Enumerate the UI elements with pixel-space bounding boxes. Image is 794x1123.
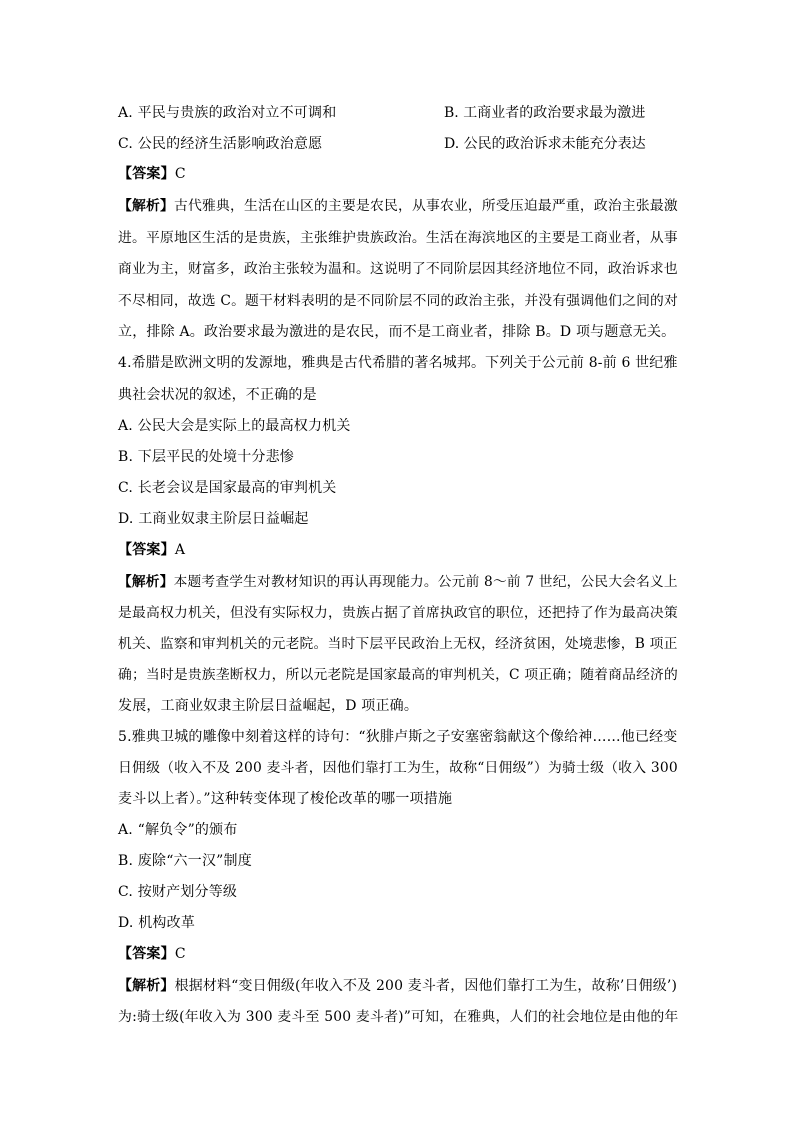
q4-option-c: C. 长老会议是国家最高的审判机关 <box>118 480 337 496</box>
answer-label: 【答案】 <box>118 166 175 182</box>
answer-value: A <box>174 542 186 558</box>
q5-option-c: C. 按财产划分等级 <box>118 884 238 900</box>
q5-answer <box>118 944 678 964</box>
answer-label: 【答案】 <box>118 946 175 962</box>
q5-option-a: A. “解负令”的颁布 <box>118 822 238 838</box>
q4-stem-line: 典社会状况的叙述，不正确的是 <box>118 387 317 403</box>
q4-answer <box>118 540 678 560</box>
q5-stem-line: 5.雅典卫城的雕像中刻着这样的诗句：“狄腓卢斯之子安塞密翁献这个像给神……他已经变 <box>118 729 678 745</box>
analysis-label: 【解析】 <box>118 978 175 994</box>
q3-option-d: D. 公民的政治诉求未能充分表达 <box>444 136 646 152</box>
q3-option-b: B. 工商业者的政治要求最为激进 <box>444 105 646 121</box>
q5-option-d: D. 机构改革 <box>118 915 196 931</box>
q5-stem-line: 日佣级（收入不及 200 麦斗者，因他们靠打工为生，故称“日佣级”）为骑士级（收入 300 <box>118 760 678 776</box>
q5-analysis-line <box>118 976 678 996</box>
q5-stem-line: 麦斗以上者）。”这种转变体现了梭伦改革的哪一项措施 <box>118 791 453 807</box>
q4-option-b: B. 下层平民的处境十分悲惨 <box>118 449 294 465</box>
analysis-label: 【解析】 <box>118 198 174 214</box>
q3-analysis-line: 商业为主，财富多，政治主张较为温和。这说明了不同阶层因其经济地位不同，政治诉求也 <box>118 261 678 277</box>
q3-analysis-line: 不尽相同，故选 C。题干材料表明的是不同阶层不同的政治主张，并没有强调他们之间的对 <box>118 293 678 309</box>
answer-value: C <box>174 946 186 962</box>
answer-value: C <box>174 166 186 182</box>
q5-analysis-line: 为:骑士级(年收入为 300 麦斗至 500 麦斗者)”可知，在雅典，人们的社会地位是由他的年 <box>118 1009 679 1025</box>
q5-option-b: B. 废除“六一汉”制度 <box>118 853 252 869</box>
q4-analysis-line: 确；当时是贵族垄断权力，所以元老院是国家最高的审判机关，C 项正确；随着商品经济的 <box>118 667 678 683</box>
q4-analysis-line <box>118 572 678 592</box>
q4-option-d: D. 工商业奴隶主阶层日益崛起 <box>118 511 309 527</box>
q4-option-a: A. 公民大会是实际上的最高权力机关 <box>118 418 351 434</box>
q4-analysis-line: 是最高权力机关，但没有实际权力，贵族占据了首席执政官的职位，还把持了作为最高决策 <box>118 605 678 621</box>
analysis-text: 古代雅典，生活在山区的主要是农民，从事农业，所受压迫最严重，政治主张最激 <box>174 198 678 214</box>
analysis-label: 【解析】 <box>118 574 174 590</box>
q3-answer <box>118 164 678 184</box>
analysis-text: 根据材料“变日佣级(年收入不及 200 麦斗者，因他们靠打工为生，故称’日佣级’) <box>174 978 678 994</box>
analysis-text: 本题考查学生对教材知识的再认再现能力。公元前 8～前 7 世纪，公民大会名义上 <box>173 574 678 590</box>
q3-analysis-line: 进。平原地区生活的是贵族，主张维护贵族政治。生活在海滨地区的主要是工商业者，从事 <box>118 230 678 246</box>
q3-analysis-line: 立，排除 A。政治要求最为激进的是农民，而不是工商业者，排除 B。D 项与题意无关。 <box>118 324 676 340</box>
q4-stem-line: 4.希腊是欧洲文明的发源地，雅典是古代希腊的著名城邦。下列关于公元前 8-前 6 世纪雅 <box>118 355 678 371</box>
q4-analysis-line: 发展，工商业奴隶主阶层日益崛起，D 项正确。 <box>118 698 419 714</box>
answer-label: 【答案】 <box>118 542 175 558</box>
q4-analysis-line: 机关、监察和审判机关的元老院。当时下层平民政治上无权，经济贫困，处境悲惨，B 项正 <box>118 636 678 652</box>
q3-analysis-line <box>118 196 678 216</box>
q3-option-a: A. 平民与贵族的政治对立不可调和 <box>118 105 337 121</box>
q3-option-c: C. 公民的经济生活影响政治意愿 <box>118 136 323 152</box>
